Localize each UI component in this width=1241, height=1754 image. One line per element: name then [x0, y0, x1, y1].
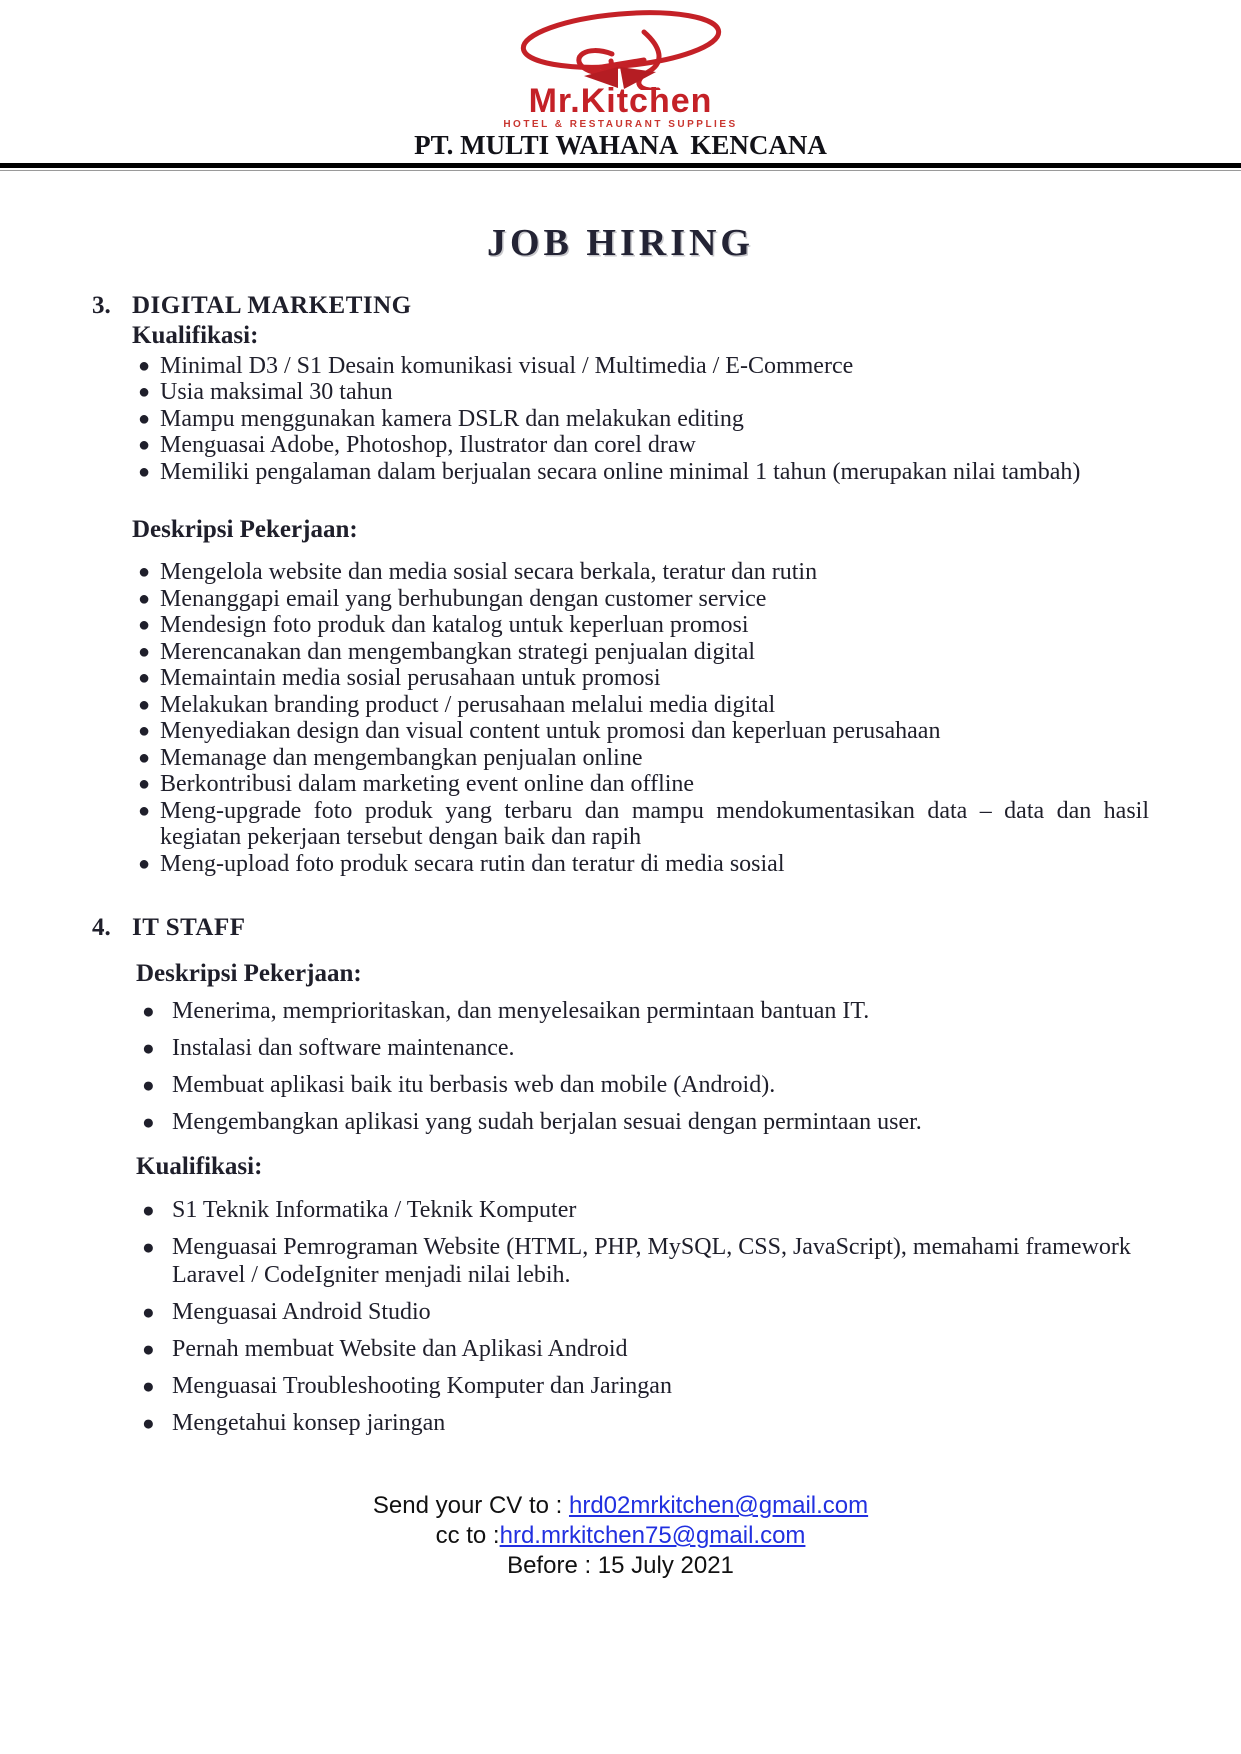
bullet-icon: ●	[142, 1036, 155, 1061]
list-item-text: Menanggapi email yang berhubungan dengan customer service	[160, 585, 767, 612]
bullet-icon: ●	[142, 1411, 155, 1436]
list-item-text: Menguasai Pemrograman Website (HTML, PHP, MySQL, CSS, JavaScript), memahami framework Laravel / CodeIgniter menjadi nilai lebih.	[172, 1234, 1131, 1289]
subsection-heading: Deskripsi Pekerjaan:	[132, 516, 358, 544]
bullet-icon: ●	[142, 1374, 155, 1399]
bullet-icon: ●	[142, 999, 155, 1024]
section-title: DIGITAL MARKETING	[132, 291, 412, 319]
section-title-row	[92, 291, 1149, 321]
list-item	[132, 353, 1149, 380]
send-cv-label: Send your CV to :	[372, 1492, 569, 1520]
list-item	[136, 1034, 1149, 1062]
bullet-icon: ●	[138, 460, 151, 483]
list-item-text: Instalasi dan software maintenance.	[172, 1035, 515, 1062]
subsection-kualifikasi	[132, 321, 1149, 486]
bullet-icon: ●	[138, 640, 151, 663]
list-item-text: Memiliki pengalaman dalam berjualan secara online minimal 1 tahun (merupakan nilai tambah)	[160, 458, 1081, 485]
list-item	[132, 718, 1149, 745]
page-title: JOB HIRING	[487, 221, 754, 264]
bullet-icon: ●	[138, 587, 151, 610]
list-item	[132, 406, 1149, 433]
bullet-icon: ●	[138, 407, 151, 430]
kualifikasi-list	[132, 353, 1149, 486]
document-body	[0, 265, 1241, 1582]
footer-cc-line	[92, 1521, 1149, 1551]
list-item	[132, 745, 1149, 772]
list-item-text: Menyediakan design dan visual content untuk promosi dan keperluan perusahaan	[160, 718, 941, 745]
list-item-text: Mampu menggunakan kamera DSLR dan melakukan editing	[160, 405, 744, 432]
deadline-text: Before : 15 July 2021	[507, 1552, 734, 1580]
list-item-text: Mengembangkan aplikasi yang sudah berjalan sesuai dengan permintaan user.	[172, 1109, 922, 1136]
section-title-row	[92, 913, 1149, 943]
subsection-deskripsi-pekerjaan	[132, 515, 1149, 877]
subsection-heading: Kualifikasi:	[136, 1153, 263, 1181]
list-item-text: Melakukan branding product / perusahaan melalui media digital	[160, 691, 776, 718]
list-item	[136, 1409, 1149, 1437]
subsection-heading: Deskripsi Pekerjaan:	[136, 960, 362, 988]
bullet-icon: ●	[138, 354, 151, 377]
list-item-text: Berkontribusi dalam marketing event online dan offline	[160, 771, 695, 798]
list-item	[132, 586, 1149, 613]
header-divider	[0, 163, 1241, 171]
bullet-icon: ●	[138, 773, 151, 796]
subsection-heading: Kualifikasi:	[132, 321, 259, 349]
bullet-icon: ●	[138, 561, 151, 584]
list-item-text: Membuat aplikasi baik itu berbasis web dan mobile (Android).	[172, 1072, 776, 1099]
bullet-icon: ●	[142, 1235, 155, 1260]
bullet-icon: ●	[138, 852, 151, 875]
list-item-text: Menguasai Adobe, Photoshop, Ilustrator dan corel draw	[160, 432, 696, 459]
list-item	[132, 798, 1149, 851]
bullet-icon: ●	[138, 614, 151, 637]
list-item-text: Usia maksimal 30 tahun	[160, 379, 393, 406]
bullet-icon: ●	[138, 434, 151, 457]
bullet-icon: ●	[138, 799, 151, 822]
list-item	[132, 379, 1149, 406]
list-item-text: Merencanakan dan mengembangkan strategi penjualan digital	[160, 638, 756, 665]
list-item-text: S1 Teknik Informatika / Teknik Komputer	[172, 1197, 577, 1224]
list-item-text: Menerima, memprioritaskan, dan menyelesaikan permintaan bantuan IT.	[172, 998, 870, 1025]
list-item-text: Memanage dan mengembangkan penjualan online	[160, 744, 643, 771]
list-item	[132, 639, 1149, 666]
subsection-kualifikasi	[136, 1152, 1149, 1437]
list-item	[132, 432, 1149, 459]
list-item-text: Pernah membuat Website dan Aplikasi Android	[172, 1336, 628, 1363]
list-item	[132, 612, 1149, 639]
company-name: PT. MULTI WAHANA KENCANA	[414, 129, 827, 160]
bullet-icon: ●	[138, 693, 151, 716]
list-item	[136, 1372, 1149, 1400]
list-item	[136, 1298, 1149, 1326]
list-item	[132, 559, 1149, 586]
bullet-icon: ●	[138, 720, 151, 743]
brand-name: Mr.Kitchen	[528, 82, 713, 120]
list-item-text: Meng-upload foto produk secara rutin dan teratur di media sosial	[160, 850, 785, 877]
list-item-text: Mengetahui konsep jaringan	[172, 1410, 446, 1437]
list-item	[132, 692, 1149, 719]
list-item-text: Menguasai Android Studio	[172, 1299, 431, 1326]
deskripsi-list	[136, 997, 1149, 1136]
list-item	[132, 459, 1149, 486]
bullet-icon: ●	[138, 746, 151, 769]
document-header	[0, 0, 1241, 159]
footer-send-line	[92, 1491, 1149, 1521]
section-digital-marketing	[92, 291, 1149, 878]
cc-email-link[interactable]: hrd.mrkitchen75@gmail.com	[499, 1522, 806, 1550]
list-item	[136, 1335, 1149, 1363]
bullet-icon: ●	[142, 1073, 155, 1098]
list-item	[136, 1233, 1149, 1289]
chef-hat-icon	[496, 10, 746, 90]
bullet-icon: ●	[138, 667, 151, 690]
list-item	[132, 665, 1149, 692]
list-item	[136, 997, 1149, 1025]
list-item	[132, 851, 1149, 878]
subsection-deskripsi-pekerjaan	[136, 959, 1149, 1136]
list-item-text: Memaintain media sosial perusahaan untuk promosi	[160, 665, 661, 692]
cv-email-link[interactable]: hrd02mrkitchen@gmail.com	[568, 1492, 869, 1520]
bullet-icon: ●	[142, 1198, 155, 1223]
bullet-icon: ●	[138, 381, 151, 404]
section-number: 4.	[92, 914, 111, 942]
bullet-icon: ●	[142, 1300, 155, 1325]
list-item	[136, 1071, 1149, 1099]
footer	[92, 1491, 1149, 1581]
list-item-text: Minimal D3 / S1 Desain komunikasi visual / Multimedia / E-Commerce	[160, 352, 854, 379]
section-title: IT STAFF	[132, 914, 246, 942]
list-item	[136, 1196, 1149, 1224]
deskripsi-list	[132, 559, 1149, 877]
list-item	[136, 1108, 1149, 1136]
bullet-icon: ●	[142, 1110, 155, 1135]
section-number: 3.	[92, 291, 111, 319]
list-item-text: Menguasai Troubleshooting Komputer dan Jaringan	[172, 1373, 672, 1400]
brand-tagline: HOTEL & RESTAURANT SUPPLIES	[503, 118, 738, 130]
cc-label: cc to :	[435, 1522, 500, 1550]
list-item-text: Mendesign foto produk dan katalog untuk keperluan promosi	[160, 612, 749, 639]
kualifikasi-list	[136, 1196, 1149, 1437]
bullet-icon: ●	[142, 1337, 155, 1362]
list-item-text: Meng-upgrade foto produk yang terbaru dan mampu mendokumentasikan data – data dan hasil kegiatan pekerjaan tersebut dengan baik dan rapih	[160, 797, 1149, 851]
section-it-staff	[92, 913, 1149, 1437]
list-item-text: Mengelola website dan media sosial secara berkala, teratur dan rutin	[160, 559, 818, 586]
list-item	[132, 771, 1149, 798]
